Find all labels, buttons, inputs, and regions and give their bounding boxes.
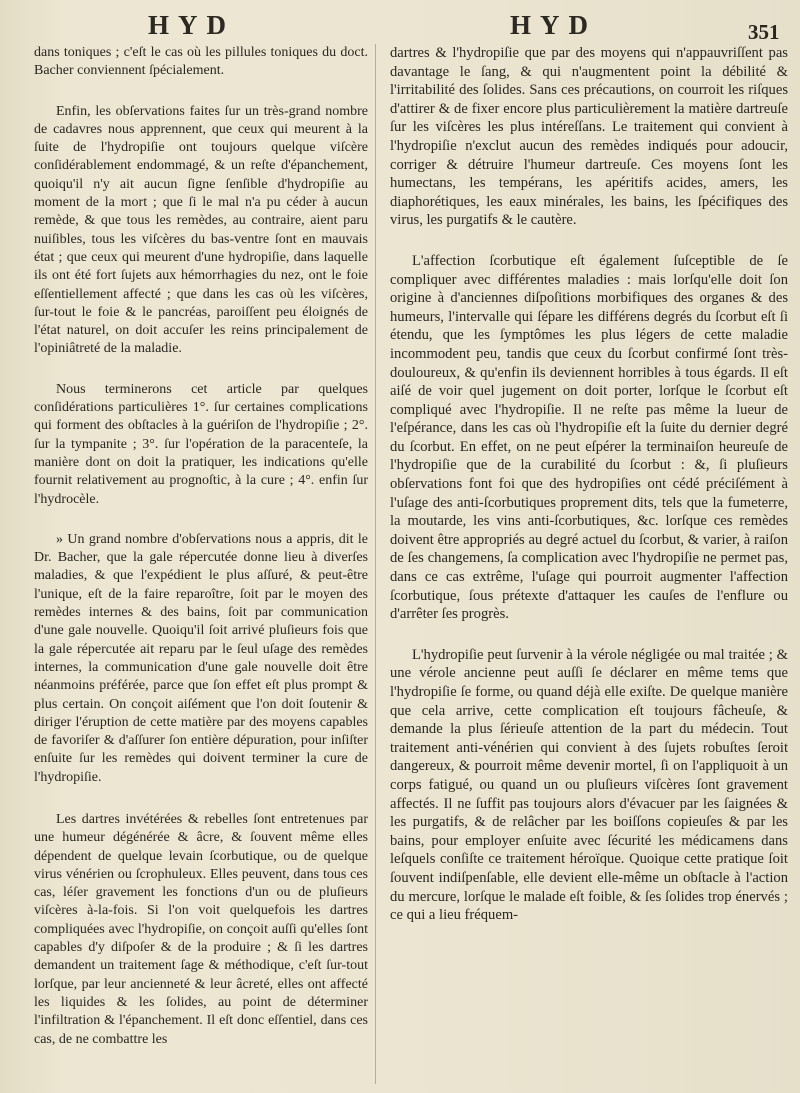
paragraph: L'hydropiſie peut ſurvenir à la vérole négligée ou mal traitée ; & une vérole ancienne peut auſſi ſe déclarer en même tems que l'hydropiſie ſe forme, ou quand déjà elle exiſte. De quelque manière que cela arrive, cette complication eſt toujours fâcheuſe, & demande la plus ſérieuſe attention de la part du médecin. Tout traitement anti-vénérien qui convient à des ſujets robuſtes ſeroit dangereux, & pourroit même devenir mortel, ſi on l'appliquoit à un corps fatigué, ou quand un ou pluſieurs viſcères ſont gravement affectés. Il ne ſuffit pas toujours alors d'évacuer par les ſaignées & les purgatifs, & de relâcher par les boiſſons copieuſes & par les bains, pour employer enſuite avec ſécurité les médicamens dans leſquels conſiſte ce traitement héroïque. Quoique cette pratique ſoit ſouvent indiſpenſable, elle devient elle-même un obſtacle à l'action du mercure, lorſque le malade eſt foible, & ſes ſolides trop énervés ; ce qui a lieu fréquem- (390, 646, 788, 924)
right-column (390, 44, 788, 925)
running-head-right: HYD (510, 10, 597, 40)
paragraph: Nous terminerons cet article par quelques conſidérations particulières 1°. ſur certaines complications qui forment des obſtacles à la guériſon de l'hydropiſie ; 2°. ſur la tympanite ; 3°. ſur l'opération de la paracenteſe, la manière dont on doit la pratiquer, les indications qu'elle fournit relativement au prognoſtic, à la cure ; 4°. enfin ſur l'hydrocèle. (34, 381, 368, 507)
paragraph: Enfin, les obſervations faites ſur un très-grand nombre de cadavres nous apprennent, que ceux qui meurent à la ſuite de l'hydropiſie ont toujours quelque viſcère conſidérablement endommagé, & un reſte d'épanchement, quoiqu'il n'y ait aucun ſigne ſenſible d'hydropiſie au moment de la mort ; que ſi le mal n'a pu céder à aucun remède, & que tous les remèdes, au contraire, aient paru nuiſibles, tous les viſcères du bas-ventre ſont en mauvais état ; que ceux qui meurent d'une hydropiſie, dans laquelle ils ont été fort ſujets aux hémorrhagies du nez, ont le foie eſſentiellement affecté ; que dans les cas où les viſcères, ſur-tout le foie & le pancréas, paroiſſent peu éloignés de l'état naturel, on doit accuſer les reins principalement de l'opiniâtreté de la maladie. (34, 103, 368, 357)
paragraph: Les dartres invétérées & rebelles ſont entretenues par une humeur dégénérée & âcre, & ſouvent même elles dépendent de quelque levain ſcorbutique, ou de quelque virus vénérien ou ſcrophuleux. Elles peuvent, dans tous ces cas, léſer gravement les fonctions d'un ou de pluſieurs viſcères à-la-fois. Si l'on voit quelquefois les dartres compliquées avec l'hydropiſie, on conçoit auſſi qu'elles ſont capables d'y diſpoſer & de la produire ; & ſi les dartres demandent un traitement ſage & méthodique, c'eſt ſur-tout lorſque, par leur ancienneté & leur âcreté, elles ont affecté les liquides & les ſolides, au point de déterminer l'infiltration & l'épanchement. Il eſt donc eſſentiel, dans ces cas, de ne combattre les (34, 811, 368, 1047)
page-number: 351 (748, 20, 780, 44)
column-divider (375, 44, 376, 1084)
paragraph: L'affection ſcorbutique eſt également ſuſceptible de ſe compliquer avec différentes maladies : mais lorſqu'elle doit ſon origine à d'anciennes diſpoſitions morbifiques des organes & des humeurs, l'intervalle qui ſépare les différens degrés du ſcorbut eſt ſi étendu, que les ſymptômes les plus légers de cette maladie incommodent peu, tandis que ceux du ſcorbut confirmé ſont très-douloureux, & qu'enfin ils deviennent horribles à tous égards. Il eſt aiſé de voir quel jugement on doit porter, lorſque le ſcorbut eſt compliqué avec l'hydropiſie. Il ne reſte pas même la lueur de l'eſpérance, dans les cas où l'hydropiſie eſt la ſuite du dernier degré du ſcorbut. En effet, on ne peut eſpérer la terminaiſon heureuſe de l'hydropiſie que de la curabilité du ſcorbut : &, ſi pluſieurs obſervations font foi que des hydropiſies ont cédé préciſément à l'uſage des anti-ſcorbutiques proprement dits, tels que la fumeterre, la moutarde, les vins anti-ſcorbutiques, &c. lorſque ces remèdes doivent être appropriés au degré actuel du ſcorbut, & varier, à raiſon de ſes changemens, ſa complication avec l'hydropiſie ne permet pas, dans ce cas extrême, l'uſage qui pourroit augmenter l'affection ſcorbutique, ſous prétexte d'attaquer les cauſes de l'enflure ou d'arrêter ſes progrès. (390, 252, 788, 623)
paragraph: » Un grand nombre d'obſervations nous a appris, dit le Dr. Bacher, que la gale répercutée donne lieu à diverſes maladies, & que l'expédient le plus aſſuré, & peut-être l'unique, eſt de la faire reparoître, ſoit par le moyen des remèdes internes & des bains, ſoit par communication d'une gale nouvelle. Quoiqu'il ſoit arrivé pluſieurs fois que la gale répercutée ait reparu par le ſeul uſage des remèdes internes, la communication d'une gale nouvelle doit être néanmoins préférée, parce que ſon effet eſt plus prompt & plus certain. On conçoit aiſément que l'on doit ſoutenir & diriger l'éruption de cette matière par des moyens capables de favoriſer & d'aſſurer ſon entière dépuration, pour inſiſter enſuite ſur les remèdes qui doivent terminer la cure de l'hydropiſie. (34, 531, 368, 785)
paragraph: dans toniques ; c'eſt le cas où les pillules toniques du doct. Bacher conviennent ſpécialement. (34, 45, 368, 79)
running-head-left: HYD (148, 10, 235, 40)
paragraph: dartres & l'hydropiſie que par des moyens qui n'appauvriſſent pas davantage le ſang, & qui n'augmentent point la débilité & l'irritabilité des ſolides. Sans ces précautions, on courroit les riſques d'attirer & de fixer encore plus particulièrement la matière dartreuſe ſur les viſcères les plus intéreſſans. Le traitement qui convient à l'hydropiſie n'exclut aucun des remèdes indiqués pour adoucir, corriger & détruire l'humeur dartreuſe. Ces moyens ſont les humectans, les tempérans, les apéritifs acides, amers, les diaphorétiques, les eaux minérales, les bains, les ſpécifiques des virus, les purgatifs & le cautère. (390, 45, 788, 229)
left-column (34, 44, 368, 1049)
